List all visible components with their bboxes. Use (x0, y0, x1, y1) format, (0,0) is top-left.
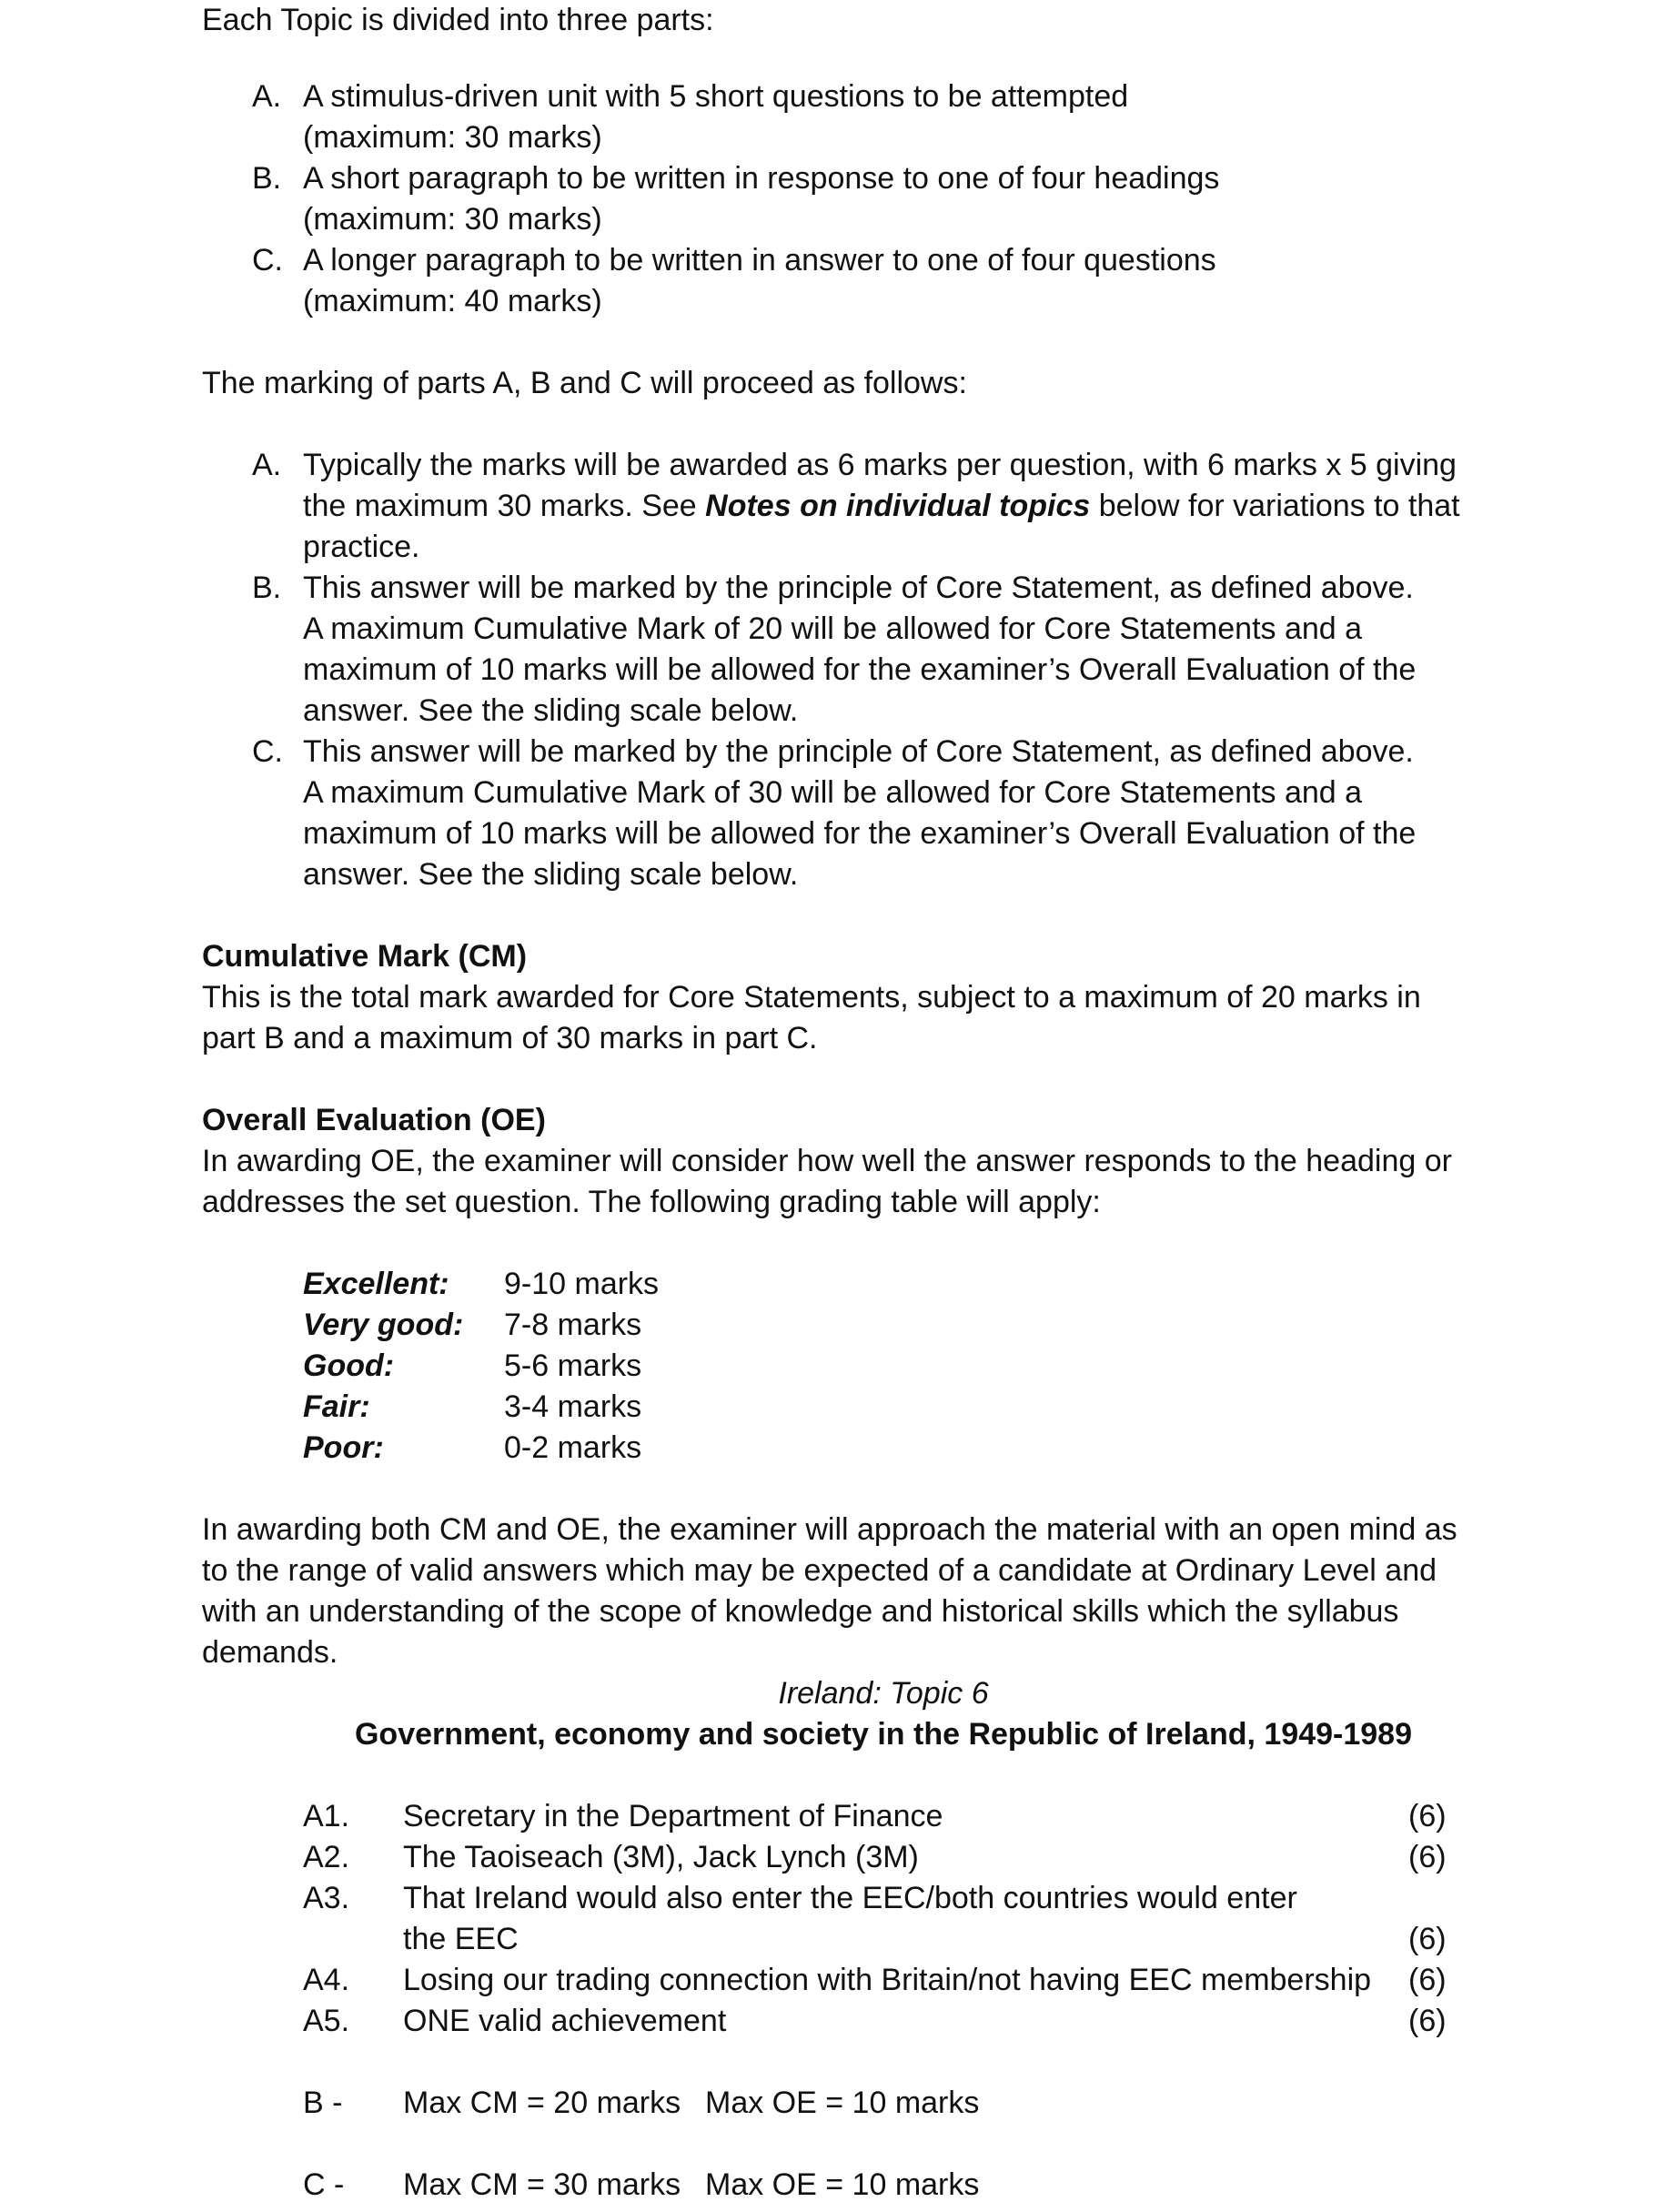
answer-id: A1. (303, 1799, 350, 1833)
marking-a-line2-pre: the maximum 30 marks. See (303, 489, 706, 523)
marking-c-marker: C. (252, 734, 283, 769)
part-b-marker: B. (252, 161, 282, 196)
marking-c-line: answer. See the sliding scale below. (303, 857, 799, 892)
grade-label: Poor: (303, 1430, 384, 1465)
part-c-marker: C. (252, 243, 283, 278)
grade-marks: 3-4 marks (504, 1389, 642, 1424)
answer-text: The Taoiseach (3M), Jack Lynch (3M) (403, 1840, 919, 1874)
closing-line: to the range of valid answers which may be expected of a candidate at Ordinary Level and (202, 1553, 1437, 1588)
answer-id: A5. (303, 2004, 350, 2038)
answer-marks: (6) (1408, 2004, 1447, 2038)
section-c-max-cm: Max CM = 30 marks (403, 2167, 681, 2202)
marking-a-line1: Typically the marks will be awarded as 6 marks per question, with 6 marks x 5 giving (303, 448, 1457, 482)
part-a-line1: A stimulus-driven unit with 5 short questions to be attempted (303, 79, 1129, 114)
part-b-line2: (maximum: 30 marks) (303, 202, 602, 237)
answer-text: That Ireland would also enter the EEC/both countries would enter (403, 1881, 1297, 1915)
answer-marks: (6) (1408, 1963, 1447, 1997)
part-b-line1: A short paragraph to be written in response to one of four headings (303, 161, 1220, 196)
grade-label: Good: (303, 1348, 395, 1383)
answer-id: A2. (303, 1840, 350, 1874)
closing-line: with an understanding of the scope of knowledge and historical skills which the syllabus (202, 1594, 1399, 1629)
marking-c-line: maximum of 10 marks will be allowed for the examiner’s Overall Evaluation of the (303, 816, 1417, 851)
grade-marks: 9-10 marks (504, 1267, 660, 1301)
answer-marks: (6) (1408, 1840, 1447, 1874)
marking-b-line: A maximum Cumulative Mark of 20 will be allowed for Core Statements and a (303, 611, 1363, 646)
grade-label: Excellent: (303, 1267, 449, 1301)
marking-b-marker: B. (252, 571, 282, 605)
marking-b-line: answer. See the sliding scale below. (303, 693, 799, 728)
part-c-line2: (maximum: 40 marks) (303, 284, 602, 318)
marking-a-line2-post: below for variations to that (1090, 489, 1460, 523)
part-c-line1: A longer paragraph to be written in answer to one of four questions (303, 243, 1216, 278)
closing-line: demands. (202, 1635, 338, 1670)
intro-heading: Each Topic is divided into three parts: (202, 3, 714, 37)
part-a-line2: (maximum: 30 marks) (303, 120, 602, 155)
grade-label: Very good: (303, 1308, 464, 1342)
closing-line: In awarding both CM and OE, the examiner will approach the material with an open mind as (202, 1512, 1457, 1547)
section-b-max-oe: Max OE = 10 marks (705, 2086, 980, 2120)
answer-text: Secretary in the Department of Finance (403, 1799, 943, 1833)
section-b-id: B - (303, 2086, 343, 2120)
overall-evaluation-line: addresses the set question. The following grading table will apply: (202, 1185, 1101, 1219)
marking-a-marker: A. (252, 448, 282, 482)
answer-text: ONE valid achievement (403, 2004, 727, 2038)
marking-a-line3: practice. (303, 530, 420, 564)
cumulative-mark-line: This is the total mark awarded for Core Statements, subject to a maximum of 20 marks in (202, 980, 1421, 1015)
grade-marks: 5-6 marks (504, 1348, 642, 1383)
grade-marks: 7-8 marks (504, 1308, 642, 1342)
section-b-max-cm: Max CM = 20 marks (403, 2086, 681, 2120)
answer-marks: (6) (1408, 1922, 1447, 1956)
cumulative-mark-heading: Cumulative Mark (CM) (202, 939, 528, 974)
part-a-marker: A. (252, 79, 282, 114)
topic-subtitle: Ireland: Topic 6 (778, 1676, 989, 1711)
answer-text-continued: the EEC (403, 1922, 519, 1956)
section-c-max-oe: Max OE = 10 marks (705, 2167, 980, 2202)
answer-id: A3. (303, 1881, 350, 1915)
answer-marks: (6) (1408, 1799, 1447, 1833)
overall-evaluation-line: In awarding OE, the examiner will consider how well the answer responds to the heading or (202, 1144, 1452, 1178)
marking-a-line2 (303, 486, 1460, 527)
marking-b-line: maximum of 10 marks will be allowed for the examiner’s Overall Evaluation of the (303, 652, 1417, 687)
overall-evaluation-heading: Overall Evaluation (OE) (202, 1103, 546, 1137)
cumulative-mark-line: part B and a maximum of 30 marks in part C. (202, 1021, 818, 1055)
marking-c-line: A maximum Cumulative Mark of 30 will be allowed for Core Statements and a (303, 775, 1363, 810)
notes-reference: Notes on individual topics (705, 489, 1091, 523)
topic-title: Government, economy and society in the Republic of Ireland, 1949-1989 (354, 1717, 1412, 1752)
answer-text: Losing our trading connection with Britain/not having EEC membership (403, 1963, 1372, 1997)
marking-b-line: This answer will be marked by the principle of Core Statement, as defined above. (303, 571, 1414, 605)
grade-marks: 0-2 marks (504, 1430, 642, 1465)
section-c-id: C - (303, 2167, 345, 2202)
answer-id: A4. (303, 1963, 350, 1997)
marking-c-line: This answer will be marked by the principle of Core Statement, as defined above. (303, 734, 1414, 769)
grade-label: Fair: (303, 1389, 370, 1424)
marking-heading: The marking of parts A, B and C will proceed as follows: (202, 366, 967, 400)
